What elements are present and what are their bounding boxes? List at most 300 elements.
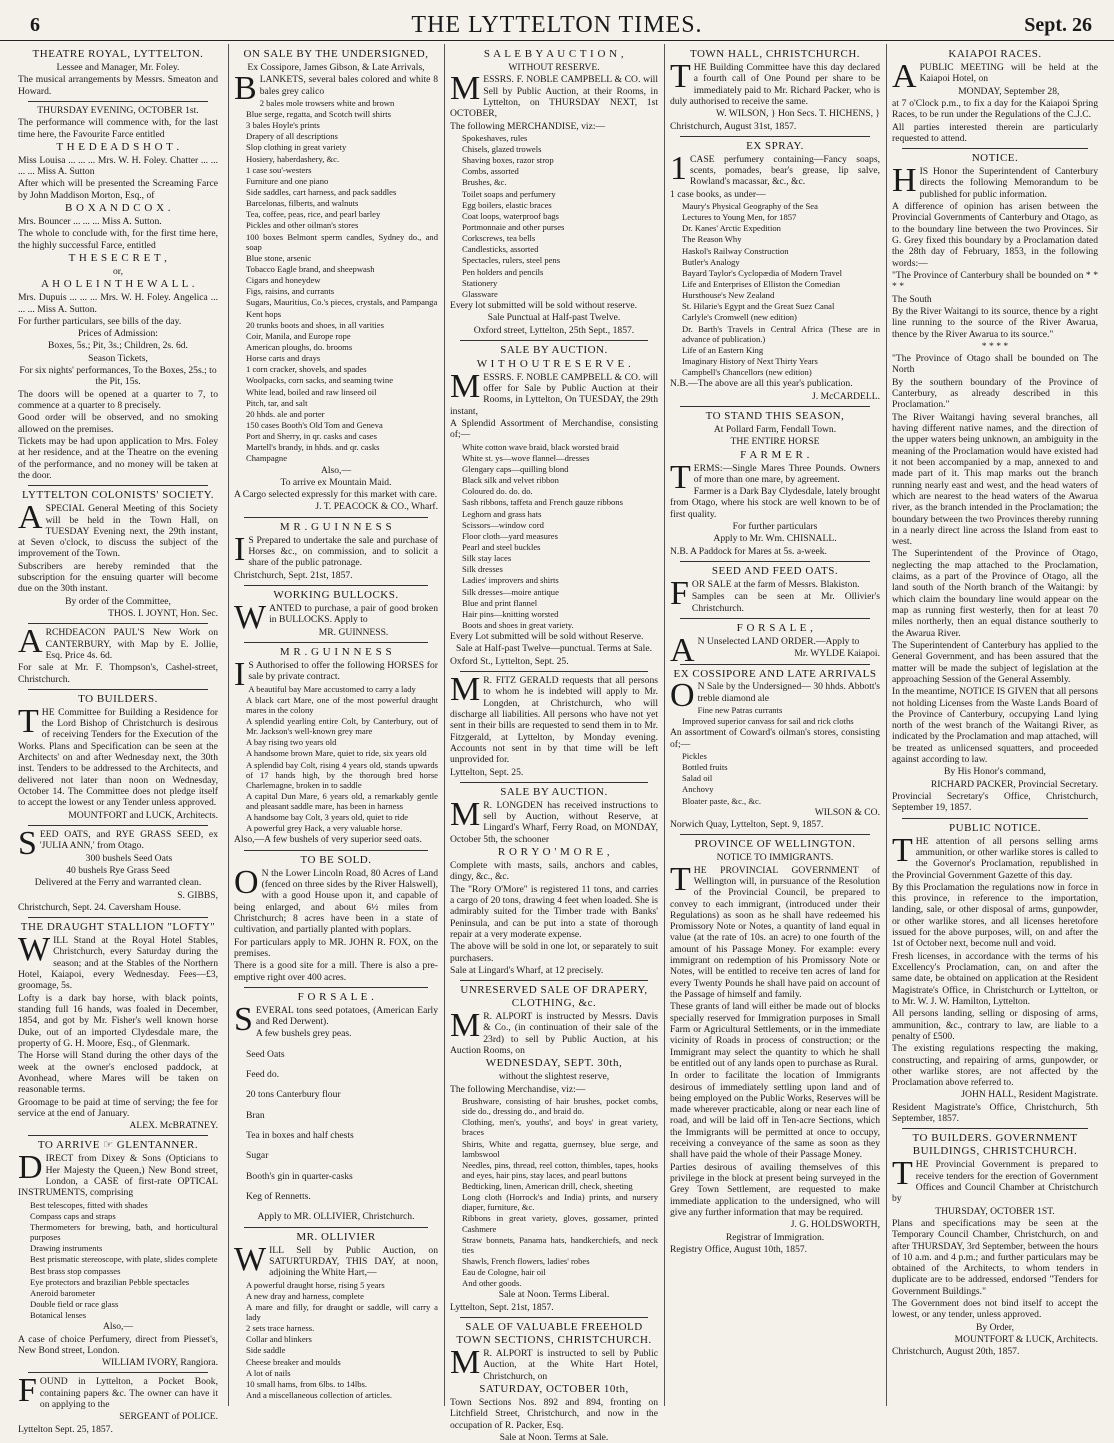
notice-opening-paragraph (450, 1344, 658, 1382)
paragraph-text: R. LONGDEN has received instructions to sell by Auction, without Reserve, at Lingard's Wharf, Ferry Road, on MONDAY, October 5th, the schooner (450, 799, 658, 845)
body-paragraph: The River Waitangi having several branches, all having different native names, and the direction of the upper waters being unknown, an ambiguity in the meaning of the Proclamation would have existed had it not been accompanied by a map, annexed to and made part of it. This map marks out the branch running nearly east and west, and the head waters of which are nearest to the head waters of the Awarua river, as the branch intended in the Proclamation; the boundary between the two Provinces thereby running in a nearly direct line across the Island from east to west. (892, 411, 1098, 548)
notice-heading: ON SALE BY THE UNDERSIGNED, (243, 48, 429, 60)
notice-heading: SALE OF VALUABLE FREEHOLD TOWN SECTIONS, CHRISTCHURCH. (456, 1321, 652, 1347)
notice-opening-paragraph (450, 1007, 658, 1057)
centered-line: Boxes, 5s.; Pit, 3s.; Children, 2s. 6d. (48, 340, 188, 352)
list-item: 150 cases Booth's Old Tom and Geneva (246, 419, 383, 430)
list-item: Hosiery, haberdashery, &c. (246, 153, 340, 164)
drop-cap: A (670, 631, 695, 669)
column-3 (450, 48, 658, 1443)
notice-heading: TO ARRIVE ☞ GLENTANNER. (37, 1139, 199, 1152)
paragraph-text: OR SALE at the farm of Messrs. Blakiston. (691, 578, 860, 590)
paragraph-text: N Sale by the Undersigned— 30 hhds. Abbott's treble diamond ale (697, 681, 880, 704)
centered-line: Apply to Mr. Wm. CHISNALL. (713, 533, 837, 545)
list-item: Silk stay laces (462, 553, 512, 564)
list-item: Brushware, consisting of hair brushes, pocket combs, side do., dressing do., and braid do. (462, 1095, 658, 1117)
notice-divider (28, 485, 208, 486)
list-item: Silk dresses (462, 564, 503, 575)
body-paragraph: All persons landing, selling or disposing of arms, ammunition, &c., contrary to law, are liable to a penalty of £500. (892, 1008, 1098, 1042)
body-paragraph: 1 case books, as under— (670, 188, 766, 200)
notice-divider (244, 642, 428, 643)
centered-line: THURSDAY, OCTOBER 1ST. (935, 1205, 1055, 1217)
list-item: Anchovy (682, 784, 714, 795)
list-item: 20 tons Canterbury flour (246, 1089, 341, 1101)
column-rule (886, 44, 887, 1406)
notice-heading: EX COSSIPORE AND LATE ARRIVALS (673, 667, 877, 680)
notice-heading: F A R M E R . (740, 448, 810, 461)
paragraph-text: LANKETS, several bales colored and white 8 bales grey calico (259, 74, 438, 97)
notice-opening-paragraph (892, 1155, 1098, 1205)
body-paragraph: For particulars apply to MR. JOHN R. FOX, on the premises. (234, 936, 438, 959)
body-paragraph: The existing regulations respecting the making, constructing, and repairing of arms, gunpowder, or other warlike stores, are not affected by the Proclamation above referred to. (892, 1043, 1098, 1089)
notice-heading: S A L E B Y A U C T I O N , (483, 48, 625, 60)
body-paragraph: at 7 o'Clock p.m., to fix a day for the Kaiapoi Spring Races, to be run under the Regulations of the C.J.C. (892, 97, 1098, 121)
notice-heading: T H E S E C R E T , (68, 251, 168, 264)
signature-line: J. G. HOLDSWORTH, (790, 1219, 880, 1231)
list-item: Fine new Patras currants (697, 705, 783, 716)
notice-divider (244, 987, 428, 988)
list-item: White lead, boiled and raw linseed oil (246, 386, 377, 397)
body-paragraph: Mrs. Bouncer ... ... ... Miss A. Sutton. (18, 216, 162, 228)
notice-heading: THE DRAUGHT STALLION "LOFTY" (20, 921, 216, 934)
list-item: 2 bales mole trowsers white and brown (259, 97, 395, 108)
notice-opening-paragraph (892, 831, 1098, 881)
drop-cap: T (670, 458, 691, 496)
column-1 (18, 48, 218, 1435)
paragraph-text: OUND in Lyttelton, a Pocket Book, containing papers &c. The owner can have it on applying to the (39, 1376, 218, 1411)
paragraph-text: SPECIAL General Meeting of this Society will be held in the Town Hall, on TUESDAY Evening next, the 29th instant, at Seven o'clock, to discuss the subject of the improvement of the Town. (18, 503, 218, 560)
body-paragraph: In the meantime, NOTICE IS GIVEN that all persons not holding Licenses from the Waste Lands Board of the Province of Canterbury, occupying Land lying north of the west branch of the Waitangi River, as indicated by the Proclamation and map attached, will be treated as unlicensed squatters, and proceeded against according to law. (892, 686, 1098, 766)
drop-cap: M (450, 70, 481, 108)
body-paragraph: The South (892, 293, 932, 305)
notice-heading: F O R S A L E , (736, 621, 814, 634)
centered-line: Sale at Noon. Terms at Sale. (499, 1431, 609, 1443)
notice-opening-paragraph (18, 1372, 218, 1411)
notice-heading: TO BUILDERS. (78, 692, 158, 705)
notice-divider (244, 850, 428, 851)
list-item: Brushes, &c. (462, 177, 507, 188)
drop-cap: A (892, 57, 917, 95)
list-item: A beautiful bay Mare accustomed to carry a lady (248, 683, 416, 694)
list-item: Hursthouse's New Zealand (682, 290, 775, 301)
list-item: Combs, assorted (462, 166, 519, 177)
body-paragraph: The Horse will Stand during the other days of the week at the owner's enclosed paddock, at Avonhead, where Mares will be taken on reasonable terms. (18, 1050, 218, 1096)
notice-divider (460, 671, 648, 672)
list-item: Horse carts and drays (246, 353, 321, 364)
list-item: Black silk and velvet ribbon (462, 475, 559, 486)
newspaper-title: THE LYTTELTON TIMES. (411, 12, 703, 38)
list-item: Champagne (246, 453, 288, 464)
body-paragraph: "The Province of Otago shall be bounded on The North (892, 353, 1098, 376)
paragraph-text: N Unselected LAND ORDER.—Apply to (697, 635, 860, 647)
column-4 (670, 48, 880, 1404)
list-item: Life and Enterprises of Elliston the Comedian (682, 279, 840, 290)
list-item: A black cart Mare, one of the most powerful draught mares in the colony (246, 694, 438, 715)
notice-opening-paragraph (450, 70, 658, 120)
body-paragraph: After which will be presented the Screaming Farce by John Maddison Morton, Esq., of (18, 178, 218, 201)
paragraph-text: ANTED to purchase, a pair of good broken in BULLOCKS. Apply to (269, 602, 438, 626)
centered-line: Prices of Admission: (78, 328, 158, 340)
list-item: 1 corn cracker, shovels, and spades (246, 364, 367, 375)
list-item: A powerful draught horse, rising 5 years (246, 1279, 385, 1290)
body-paragraph: The Superintendent of the Province of Otago, neglecting the map attached to the Proclamation, claims, as a part of the Province of Otago, all the land south of the North branch of the Waitangi: by which claim the boundary line would appear on the map as running first westerly, then for at least 70 miles northerly, then an equal distance southerly to the Awarua River. (892, 548, 1098, 639)
body-paragraph: An assortment of Coward's oilman's stores, consisting of;— (670, 727, 880, 750)
list-item: Toilet soaps and perfumery (462, 188, 556, 199)
list-item: Eau de Cologne, hair oil (462, 1267, 546, 1278)
centered-line: Oxford street, Lyttelton, 25th Sept., 1857. (473, 324, 635, 336)
centered-line: At Pollard Farm, Fendall Town. (713, 423, 837, 435)
notice-heading: UNRESERVED SALE OF DRAPERY, CLOTHING, &c. (460, 984, 648, 1010)
list-item: Cheese breaker and moulds (246, 1356, 341, 1367)
paragraph-text: HE Committee for Building a Residence for the Lord Bishop of Christchurch is desirous of receiving Tenders for the Execution of the Works. Plans and Specification can be seen at the Architects' on and after Wednesday next, the 30th inst. Tenders to be addressed to the Architects, and delivered not later than noon on Wednesday, October 14. The Committee does not pledge itself to accept the lowest or any Tender unless approved. (18, 706, 218, 809)
paragraph-text: IRECT from Dixey & Sons (Opticians to Her Majesty the Queen,) New Bond street, London, a CASE of first-rate OPTICAL INSTRUMENTS, comprising (18, 1153, 218, 1199)
centered-line: without the slightest reserve, (498, 1071, 610, 1083)
paragraph-text: S Prepared to undertake the sale and purchase of Horses &c., on commission, and to solicit a share of the public patronage. (248, 534, 438, 569)
drop-cap: B (234, 70, 257, 108)
list-item: 100 boxes Belmont sperm candles, Sydney do., and soap (246, 231, 438, 252)
drop-cap: F (670, 574, 689, 612)
list-item: Drawing instruments (30, 1243, 103, 1254)
list-item: A powerful grey Hack, a very valuable horse. (246, 823, 403, 834)
body-paragraph: Farmer is a Dark Bay Clydesdale, lately brought from Otago, where his stock are well known to be of first quality. (670, 486, 880, 520)
paragraph-text: N the Lower Lincoln Road, 80 Acres of Land (fenced on three sides by the River Halswell), with a good House upon it, and capable of being enlarged, and about 6½ miles from Christchurch; 8 acres have been in a state of cultivation, and partially planted with poplars. (234, 867, 438, 936)
list-item: Figs, raisins, and currants (246, 286, 335, 297)
list-item: Port and Sherry, in qr. casks and cases (246, 431, 377, 442)
list-item: Drapery of all descriptions (246, 131, 338, 142)
list-item: Shirts, White and regatta, guernsey, blue serge, and lambswool (462, 1138, 658, 1159)
notice-opening-paragraph (18, 1149, 218, 1199)
notice-heading: SATURDAY, OCTOBER 10th, (479, 1382, 629, 1395)
list-item: Floor cloth—yard measures (462, 530, 558, 541)
list-item: Butler's Analogy (682, 256, 740, 267)
list-item: Dr. Barth's Travels in Central Africa (These are in advance of publication.) (682, 323, 880, 344)
body-paragraph: The whole to conclude with, for the first time here, the highly successful Farce, entitled (18, 228, 218, 251)
paragraph-text: S Authorised to offer the following HORSES for sale by private contract. (248, 659, 438, 683)
list-item: Stationery (462, 277, 498, 288)
notice-divider (680, 834, 870, 835)
notice-heading: LYTTELTON COLONISTS' SOCIETY. (21, 489, 215, 502)
paragraph-text: HE Building Committee have this day declared a fourth call of One Pound per share to be immediately paid to Mr. Richard Packer, who is duly authorised to receive the same. (670, 61, 880, 107)
notice-heading: T H E D E A D S H O T . (56, 140, 180, 153)
centered-line: Sale at Noon. Terms Liberal. (498, 1289, 610, 1301)
list-item: St. Hilarie's Egypt and the Great Suez Canal (682, 301, 835, 312)
notice-divider (680, 561, 870, 562)
notice-opening-paragraph (234, 1240, 438, 1279)
list-item: Side saddle (246, 1345, 286, 1356)
column-rule (444, 44, 445, 1406)
body-paragraph: Oxford St., Lyttelton, Sept. 25. (450, 655, 569, 667)
body-paragraph: Samples can be seen at Mr. Ollivier's Christchurch. (691, 591, 880, 614)
notice-heading: TO BE SOLD. (300, 853, 372, 866)
list-item: Best telescopes, fitted with shades (30, 1199, 148, 1210)
signature-line: Mr. WYLDE Kaiapoi. (794, 648, 880, 660)
body-paragraph: Every lot submitted will be sold without reserve. (450, 299, 638, 311)
body-paragraph: Christchurch, August 20th, 1857. (892, 1346, 1020, 1358)
drop-cap: A (18, 499, 43, 537)
list-item: Side saddles, cart harness, and pack saddles (246, 187, 397, 198)
list-item: Keg of Rennetts. (246, 1190, 311, 1202)
list-item: Blue stone, arsenic (246, 252, 312, 263)
notice-heading: PUBLIC NOTICE. (949, 821, 1041, 834)
drop-cap: T (18, 702, 39, 740)
body-paragraph: Subscribers are hereby reminded that the subscription for the ensuing quarter will become due on the 30th instant. (18, 560, 218, 595)
body-paragraph: In order to facilitate the location of Immigrants desirous of immediately settling upon land and of being employed on the Public Works, Reserves will be made wherever practicable, along or near each line of road, and will be laid off in Ten-acre Sections, which the Immigrants will be permitted at once to occupy, receiving a conveyance of the same as soon as they shall have paid the whole of their Passage Money. (670, 1070, 880, 1161)
body-paragraph: Lyttelton Sept. 25, 1857. (18, 1423, 113, 1435)
drop-cap: 1 (670, 149, 687, 187)
notice-opening-paragraph (18, 623, 218, 661)
list-item: Eye protectors and brazilian Pebble spectacles (30, 1276, 190, 1287)
list-item: Boots and shoes in great variety. (462, 619, 574, 630)
list-item: Woolpacks, corn sacks, and seaming twine (246, 375, 394, 386)
body-paragraph: Parties desirous of availing themselves of this privilege in the block at present being surveyed in the Grey Town Settlement, are requested to make immediate application to the undersigned, who will give any further information that may be required. (670, 1161, 880, 1218)
notice-opening-paragraph (234, 863, 438, 936)
list-item: Pickles (682, 751, 707, 761)
body-paragraph: Christchurch, Sept. 21st, 1857. (234, 569, 353, 581)
list-item: Long cloth (Horrock's and India) prints, and nursery diaper, furniture, &c. (462, 1192, 658, 1213)
signature-line: RICHARD PACKER, Provincial Secretary. (930, 778, 1098, 790)
column-rule (664, 44, 665, 1406)
notice-divider (902, 818, 1088, 819)
drop-cap: I (234, 655, 246, 693)
body-paragraph: Tickets may be had upon application to Mrs. Foley at her residence, and at the Theatre on the evening of the performance, and no money will be taken at the door. (18, 435, 218, 481)
body-paragraph: The "Rory O'More" is registered 11 tons, and carries a cargo of 20 tons, drawing 4 feet when loaded. She is admirably suited for the Timber trade with Banks' Peninsula, and can be put into a state of thorough repair at a very moderate expense. (450, 883, 658, 940)
list-item: Needles, pins, thread, reel cotton, thimbles, tapes, hooks and eyes, hair pins, stay laces, and pearl buttons (462, 1159, 658, 1180)
drop-cap: T (892, 831, 913, 869)
notice-opening-paragraph (234, 530, 438, 569)
centered-line: MONDAY, September 28, (958, 85, 1060, 97)
body-paragraph: There is a good site for a mill. There is also a pre-emptive right over 400 acres. (234, 960, 438, 983)
list-item: Seed Oats (246, 1048, 285, 1060)
list-item: Bran (246, 1109, 265, 1121)
notice-heading: SALE BY AUCTION. (500, 343, 608, 356)
centered-line: Season Tickets, (88, 352, 148, 364)
body-paragraph: Lyttelton, Sept. 21st, 1857. (450, 1301, 554, 1313)
centered-line: Delivered at the Ferry and warranted clean. (34, 877, 202, 889)
centered-line: Also,— (320, 464, 352, 476)
body-paragraph: By the River Waitangi to its source, thence by a right line running to the source of the River Awarua, thence by the River Awarua to its source." (892, 305, 1098, 340)
list-item: A splendid bay Colt, rising 4 years old, stands upwards of 17 hands high, by the thorough bred horse Charlemagne, broken in to saddle (246, 759, 438, 790)
centered-line: Ex Cossipore, James Gibson, & Late Arrivals, (247, 61, 425, 73)
list-item: A handsome brown Mare, quiet to ride, six years old (246, 748, 427, 759)
list-item: Sugars, Mauritius, Co.'s pieces, crystals, and Pampanga (246, 297, 438, 308)
list-item: Improved superior canvass for sail and rick cloths (682, 716, 854, 727)
drop-cap: M (450, 671, 481, 709)
list-item: Haskol's Railway Construction (682, 245, 789, 256)
body-paragraph: N.B.—The above are all this year's publication. (670, 378, 853, 390)
paragraph-text: ILL Sell by Public Auction, on SATURTURDAY, THIS DAY, at noon, adjoining the White Hart,— (269, 1244, 438, 1279)
list-item: Kent hops (246, 308, 282, 319)
notice-divider (28, 689, 208, 690)
notice-divider (28, 1135, 208, 1136)
list-item: A capital Dun Mare, 6 years old, a remarkably gentle and pleasant saddle mare, has been in harness (246, 790, 438, 812)
body-paragraph: The following MERCHANDISE, viz:— (450, 120, 606, 132)
centered-line: For six nights' performances, To the Boxes, 25s.; to the Pit, 15s. (19, 365, 217, 388)
list-item: Compass caps and straps (30, 1210, 116, 1221)
body-paragraph: Christchurch, Sept. 24. Caversham House. (18, 901, 182, 913)
notice-heading: NOTICE. (971, 152, 1019, 165)
drop-cap: M (450, 1344, 481, 1382)
body-paragraph: N.B. A Paddock for Mares at 5s. a-week. (670, 545, 827, 557)
list-item: Blue and print flannel (462, 597, 538, 608)
notice-heading: B O X A N D C O X . (64, 202, 172, 215)
list-item: Thermometers for brewing, bath, and horticultural purposes (30, 1221, 218, 1243)
centered-line: To arrive ex Mountain Maid. (280, 476, 392, 488)
list-item: 20 hhds. ale and porter (246, 408, 325, 419)
list-item: Slop clothing in great variety (246, 142, 347, 153)
signature-line: S. GIBBS, (177, 889, 218, 901)
paragraph-text: IS Honor the Superintendent of Canterbury directs the following Memorandum to be published for public information. (919, 166, 1098, 200)
signature-line: MOUNTFORT and LUCK, Architects. (68, 809, 218, 821)
notice-divider (28, 825, 208, 826)
list-item: Feed do. (246, 1069, 280, 1081)
list-item: The Reason Why (682, 234, 742, 245)
drop-cap: O (670, 677, 695, 715)
list-item: Tobacco Eagle brand, and sheepwash (246, 264, 375, 275)
list-item: A handsome bay Colt, 3 years old, quiet to ride (246, 812, 409, 823)
notice-heading: TOWN HALL, CHRISTCHURCH. (689, 48, 861, 60)
centered-line: By His Honor's command, (944, 766, 1046, 778)
list-item: Tea in boxes and half chests (246, 1130, 354, 1142)
centered-line: * * * * (981, 340, 1009, 352)
list-item: A mare and filly, for draught or saddle, will carry a lady (246, 1301, 438, 1322)
list-item: 20 trunks boots and shoes, in all varities (246, 319, 384, 330)
body-paragraph: "The Province of Canterbury shall be bounded on * * * * (892, 269, 1098, 293)
signature-line: W. WILSON, } Hon Secs. T. HICHENS, } (716, 108, 880, 120)
list-item: A lot of nails (246, 1367, 291, 1378)
drop-cap: S (234, 1000, 253, 1038)
notice-heading: WEDNESDAY, SEPT. 30th, (485, 1057, 623, 1070)
drop-cap: T (670, 860, 691, 898)
list-item: Sash ribbons, taffeta and French gauze ribbons (462, 497, 623, 508)
body-paragraph: The performance will commence with, for the last time here, the Favourite Farce entitled (18, 117, 218, 140)
list-item: Best brass stop compasses (30, 1265, 121, 1276)
notice-divider (460, 340, 648, 341)
body-paragraph: The above will be sold in one lot, or separately to suit purchasers. (450, 941, 658, 964)
list-item: Bedticking, linen, American drill, check, sheeting (462, 1181, 633, 1192)
signature-line: THOS. I. JOYNT, Hon. Sec. (108, 608, 218, 619)
masthead (0, 0, 1114, 41)
list-item: Campbell's Chancellors (new edition) (682, 367, 812, 378)
list-item: Egg boilers, elastic braces (462, 199, 552, 210)
notice-opening-paragraph (892, 162, 1098, 200)
list-item: Life of an Eastern King (682, 344, 764, 355)
notice-heading: THEATRE ROYAL, LYTTELTON. (32, 48, 204, 60)
notice-divider (680, 618, 870, 619)
notice-divider (680, 664, 870, 665)
list-item: White st. ys—wove flannel—dresses (462, 452, 590, 463)
list-item: Botanical lenses (30, 1310, 87, 1321)
notice-heading: W I T H O U T R E S E R V E . (476, 357, 632, 370)
list-item: Lectures to Young Men, for 1857 (682, 212, 797, 223)
notice-opening-paragraph (450, 367, 658, 417)
signature-line: ALEX. McBRATNEY. (129, 1120, 218, 1132)
list-item: Shawls, French flowers, ladies' robes (462, 1256, 590, 1267)
list-item: And other goods. (462, 1278, 522, 1289)
list-item: Carlyle's Cromwell (new edition) (682, 312, 797, 323)
drop-cap: M (450, 367, 481, 405)
body-paragraph: Norwich Quay, Lyttelton, Sept. 9, 1857. (670, 819, 824, 831)
list-item: Ladies' improvers and shirts (462, 575, 559, 586)
body-paragraph: Miss Louisa ... ... ... Mrs. W. H. Foley. Chatter ... ... ... ... Miss A. Sutton (18, 154, 218, 178)
drop-cap: M (450, 795, 481, 833)
list-item: Spectacles, rulers, steel pens (462, 255, 561, 266)
drop-cap: O (234, 863, 259, 901)
notice-heading: MR. OLLIVIER (296, 1230, 376, 1243)
list-item: Imaginary History of Next Thirty Years (682, 356, 818, 367)
centered-line: Also,— (102, 1321, 134, 1333)
notice-heading: TO STAND THIS SEASON, (705, 409, 845, 422)
list-item: Shaving boxes, razor strop (462, 155, 554, 166)
signature-line: MOUNTFORT & LUCK, Architects. (954, 1334, 1098, 1346)
list-item: Barcelonas, filberts, and walnuts (246, 198, 359, 209)
drop-cap: H (892, 162, 917, 200)
body-paragraph: By the southern boundary of the Province of Canterbury, as already described in this Proclamation." (892, 376, 1098, 411)
body-paragraph: By this Proclamation the regulations now in force in this province, in reference to the importation, landing, sale, or other disposal of arms, gunpowder, or other warlike stores, and all licenses heretofore issued for the above purposes, will, on and after the 1st of October next, become null and void. (892, 881, 1098, 950)
notice-opening-paragraph (18, 931, 218, 992)
paragraph-text: HE attention of all persons selling arms ammunition, or other warlike stores is called to the Governor's Proclamation, republished in the Provincial Government Gazette of this day. (892, 835, 1098, 881)
body-paragraph: Groomage to be paid at time of serving; the fee for service at the end of January. (18, 1096, 218, 1119)
notice-divider (244, 585, 428, 586)
body-paragraph: Fresh licenses, in accordance with the terms of his Excellency's Proclamation, can, on and after the same date, be obtained on application at the Resident Magistrate's Office, in Christchurch or Lyttelton, or to Mr. W. J. W. Hamilton, Lyttelton. (892, 950, 1098, 1007)
paragraph-text: RCHDEACON PAUL'S New Work on CANTERBURY, with Map by E. Jollie, Esq. Price 4s. 6d. (45, 627, 218, 661)
paragraph-text: ERMS:—Single Mares Three Pounds. Owners of more than one mare, by agreement. (693, 462, 880, 485)
list-item: Dr. Kanes' Arctic Expedition (682, 223, 781, 234)
notice-divider (244, 517, 428, 518)
column-2 (234, 48, 438, 1404)
notice-heading: R O R Y O ' M O R E , (497, 846, 611, 859)
notice-divider (460, 782, 648, 783)
list-item: 10 small hams, from 6lbs. to 14lbs. (246, 1378, 368, 1389)
body-paragraph: These grants of land will either be made out of blocks specially reserved for Immigration purposes in Small Farm or Agricultural Settlements, or in the immediate vicinity of Roads in process of construction; or the Immigrant may select the quantity to which he shall be entitled out of any lands open to purchase as Rural. (670, 1001, 880, 1069)
list-item: Glassware (462, 288, 498, 299)
list-item: Blue serge, regatta, and Scotch twill shirts (246, 109, 391, 120)
body-paragraph: Resident Magistrate's Office, Christchurch, 5th September, 1857. (892, 1101, 1098, 1125)
paragraph-text: ESSRS. F. NOBLE CAMPBELL & CO. will Sell by Public Auction, at their Rooms, in Lyttelton, on THURSDAY NEXT, 1st OCTOBER, (450, 74, 658, 120)
paragraph-text: HE PROVINCIAL GOVERNMENT of Wellington will, in pursuance of the Resolution of the Provincial Council, be prepared to convey to each immigrant, (introduced under their Regulations) as soon as he shall have redeemed his Promissory Note or Notes, a quantity of land equal in value (at the rate of 10s. an acre) to one fourth of the amount of his Passage Money. For example: every immigrant on redemption of his Promissory Note or Notes, will be entitled to receive ten acres of land for every Twenty Pounds he shall have paid on account of the Passage of himself and family. (670, 864, 880, 1001)
centered-line: Registrar of Immigration. (725, 1231, 825, 1243)
notice-opening-paragraph (670, 57, 880, 107)
list-item: Pitch, tar, and salt (246, 397, 308, 408)
signature-line: SERGEANT of POLICE. (119, 1411, 218, 1423)
notice-opening-paragraph (18, 499, 218, 560)
list-item: A bay rising two years old (246, 737, 337, 748)
paragraph-text: R. FITZ GERALD requests that all persons to whom he is indebted will apply to Mr. Longden, at Christchurch, who will discharge all liabilities. All persons who have not yet sent in their bills are requested to send them in to Mr. Fitzgerald, at Lyttelton, by Monday evening. Accounts not sent in by that time will be left unprovided for. (450, 675, 658, 766)
drop-cap: F (18, 1372, 37, 1410)
notice-heading: F O R S A L E . (297, 990, 375, 1003)
drop-cap: T (670, 57, 691, 95)
column-5 (892, 48, 1098, 1404)
drop-cap: S (18, 824, 37, 862)
body-paragraph: Sale at Lingard's Wharf, at 12 precisely. (450, 964, 604, 976)
list-item: Best prismatic stereoscope, with plate, slides complete (30, 1254, 218, 1265)
body-paragraph: A case of choice Perfumery, direct from Piesset's, New Bond street, London. (18, 1333, 218, 1356)
list-item: Bloater paste, &c., &c. (682, 795, 761, 806)
centered-line: For further particulars (732, 521, 818, 533)
body-paragraph: Registry Office, August 10th, 1857. (670, 1243, 808, 1255)
signature-line: J. McCARDELL. (812, 390, 880, 402)
list-item: And a miscellaneous collection of articles. (246, 1389, 393, 1400)
list-item: Straw bonnets, Panama hats, handkerchiefs, and neck ties (462, 1234, 658, 1255)
list-item: Maury's Physical Geography of the Sea (682, 201, 818, 212)
drop-cap: A (18, 623, 43, 661)
paragraph-text: R. ALPORT is instructed by Messrs. Davis & Co., (in continuation of their sale of the 23rd) to sell by Public Auction, at his Auction Rooms, on (450, 1011, 658, 1057)
column-rule (228, 44, 229, 1406)
list-item: Booth's gin in quarter-casks (246, 1170, 353, 1182)
notice-heading: KAIAPOI RACES. (948, 48, 1042, 60)
list-item: A few bushels grey peas. (255, 1028, 352, 1040)
body-paragraph: Mrs. Dupuis ... ... ... Mrs. W. H. Foley. Angelica ... ... ... Miss A. Sutton. (18, 292, 218, 315)
paragraph-text: HE Provincial Government is prepared to receive tenders for the erection of Government Offices and Council Chamber at Christchurch by (892, 1159, 1098, 1205)
